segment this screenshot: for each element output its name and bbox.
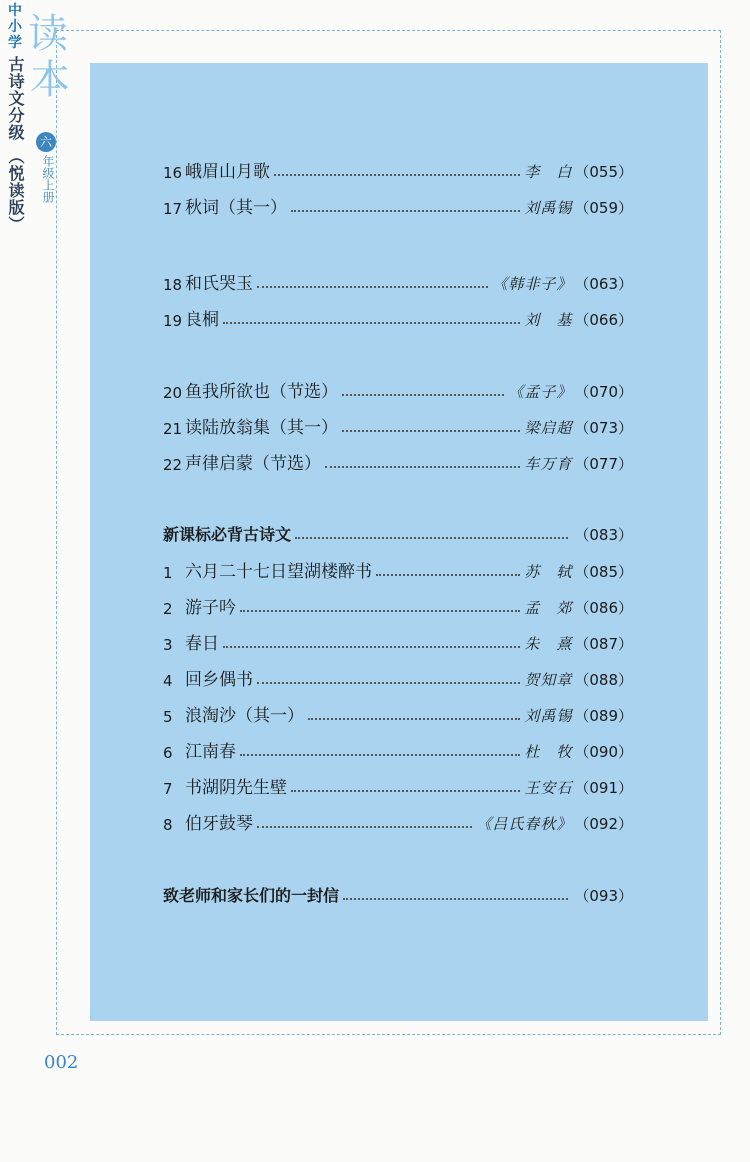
leader-dots bbox=[291, 209, 520, 212]
entry-author: 贺知章 bbox=[524, 671, 573, 689]
toc-letter-entry[interactable] bbox=[163, 878, 633, 906]
toc-entry[interactable] bbox=[163, 154, 633, 182]
toc-entry[interactable] bbox=[163, 410, 633, 438]
leader-dots bbox=[240, 609, 520, 612]
toc-entry[interactable] bbox=[163, 626, 633, 654]
entry-title: 峨眉山月歌 bbox=[185, 162, 270, 182]
series-title-block bbox=[0, 0, 86, 260]
series-char-2: 小 bbox=[8, 19, 22, 35]
toc-entry[interactable] bbox=[163, 302, 633, 330]
entry-number: 16 bbox=[163, 164, 183, 182]
entry-author: 朱 熹 bbox=[524, 635, 573, 653]
leader-dots bbox=[376, 573, 520, 576]
entry-title: 良桐 bbox=[185, 310, 219, 330]
entry-author: 刘禹锡 bbox=[524, 199, 573, 217]
entry-number: 22 bbox=[163, 456, 183, 474]
leader-dots bbox=[223, 645, 520, 648]
entry-author: 《吕氏春秋》 bbox=[476, 815, 573, 833]
section-title: 新课标必背古诗文 bbox=[163, 525, 292, 544]
entry-author: 车万育 bbox=[524, 455, 573, 473]
leader-dots bbox=[325, 465, 520, 468]
big-char-ben: 本 bbox=[30, 57, 70, 103]
entry-number: 18 bbox=[163, 276, 183, 294]
grade-label: 年级上册 bbox=[41, 155, 55, 203]
leader-dots bbox=[342, 393, 504, 396]
leader-dots bbox=[257, 681, 520, 684]
toc-entry[interactable] bbox=[163, 190, 633, 218]
leader-dots bbox=[274, 173, 520, 176]
toc-entry[interactable] bbox=[163, 374, 633, 402]
entry-page: （063） bbox=[574, 275, 633, 293]
series-char-3: 学 bbox=[8, 35, 22, 51]
entry-title: 声律启蒙（节选） bbox=[185, 454, 321, 474]
entry-number: 17 bbox=[163, 200, 183, 218]
entry-author: 杜 牧 bbox=[524, 743, 573, 761]
entry-number: 5 bbox=[163, 708, 173, 726]
entry-author: 李 白 bbox=[524, 163, 573, 181]
entry-page: （087） bbox=[574, 635, 633, 653]
toc-entry[interactable] bbox=[163, 554, 633, 582]
entry-page: （070） bbox=[574, 383, 633, 401]
section-page: （083） bbox=[574, 526, 633, 544]
entry-title: 鱼我所欲也（节选） bbox=[185, 382, 338, 402]
toc bbox=[163, 0, 633, 905]
entry-number: 4 bbox=[163, 672, 173, 690]
entry-page: （086） bbox=[574, 599, 633, 617]
entry-author: 苏 轼 bbox=[524, 563, 573, 581]
entry-number: 19 bbox=[163, 312, 183, 330]
entry-title: 伯牙鼓琴 bbox=[185, 814, 253, 834]
entry-author: 孟 郊 bbox=[524, 599, 573, 617]
entry-page: （059） bbox=[574, 199, 633, 217]
leader-dots bbox=[240, 753, 520, 756]
entry-title: 春日 bbox=[185, 634, 219, 654]
leader-dots bbox=[295, 536, 568, 539]
toc-section-heading[interactable] bbox=[163, 517, 633, 545]
toc-entry[interactable] bbox=[163, 446, 633, 474]
toc-entry[interactable] bbox=[163, 698, 633, 726]
leader-dots bbox=[343, 897, 568, 900]
entry-page: （055） bbox=[574, 163, 633, 181]
edition-label: （悦读版） bbox=[6, 148, 25, 233]
series-name: 古诗文分级 bbox=[6, 56, 25, 141]
entry-number: 7 bbox=[163, 780, 173, 798]
entry-page: （089） bbox=[574, 707, 633, 725]
entry-page: （073） bbox=[574, 419, 633, 437]
entry-number: 21 bbox=[163, 420, 183, 438]
entry-title: 和氏哭玉 bbox=[185, 274, 253, 294]
leader-dots bbox=[308, 717, 520, 720]
page-number: 002 bbox=[44, 1052, 79, 1073]
leader-dots bbox=[223, 321, 520, 324]
toc-entry[interactable] bbox=[163, 806, 633, 834]
entry-title: 六月二十七日望湖楼醉书 bbox=[185, 562, 372, 582]
entry-author: 梁启超 bbox=[524, 419, 573, 437]
entry-title: 回乡偶书 bbox=[185, 670, 253, 690]
entry-title: 浪淘沙（其一） bbox=[185, 706, 304, 726]
entry-number: 6 bbox=[163, 744, 173, 762]
series-char-1: 中 bbox=[8, 3, 22, 19]
entry-page: （077） bbox=[574, 455, 633, 473]
entry-number: 1 bbox=[163, 564, 173, 582]
entry-title: 读陆放翁集（其一） bbox=[185, 418, 338, 438]
entry-number: 8 bbox=[163, 816, 173, 834]
toc-entry[interactable] bbox=[163, 734, 633, 762]
entry-page: （091） bbox=[574, 779, 633, 797]
grade-badge: 六 bbox=[36, 132, 56, 152]
toc-entry[interactable] bbox=[163, 266, 633, 294]
entry-title: 秋词（其一） bbox=[185, 198, 287, 218]
toc-entry[interactable] bbox=[163, 590, 633, 618]
entry-author: 《孟子》 bbox=[508, 383, 573, 401]
leader-dots bbox=[257, 825, 472, 828]
entry-author: 刘 基 bbox=[524, 311, 573, 329]
toc-entry[interactable] bbox=[163, 662, 633, 690]
entry-page: （092） bbox=[574, 815, 633, 833]
leader-dots bbox=[342, 429, 520, 432]
entry-author: 王安石 bbox=[524, 779, 573, 797]
letter-title: 致老师和家长们的一封信 bbox=[163, 886, 340, 905]
entry-page: （088） bbox=[574, 671, 633, 689]
entry-title: 游子吟 bbox=[185, 598, 236, 618]
entry-number: 20 bbox=[163, 384, 183, 402]
entry-author: 刘禹锡 bbox=[524, 707, 573, 725]
toc-entry[interactable] bbox=[163, 770, 633, 798]
letter-page: （093） bbox=[574, 887, 633, 905]
entry-page: （085） bbox=[574, 563, 633, 581]
entry-title: 书湖阴先生壁 bbox=[185, 778, 287, 798]
leader-dots bbox=[257, 285, 488, 288]
entry-author: 《韩非子》 bbox=[492, 275, 573, 293]
entry-number: 3 bbox=[163, 636, 173, 654]
entry-number: 2 bbox=[163, 600, 173, 618]
entry-title: 江南春 bbox=[185, 742, 236, 762]
entry-page: （090） bbox=[574, 743, 633, 761]
big-char-du: 读 bbox=[28, 11, 68, 57]
entry-page: （066） bbox=[574, 311, 633, 329]
leader-dots bbox=[291, 789, 520, 792]
